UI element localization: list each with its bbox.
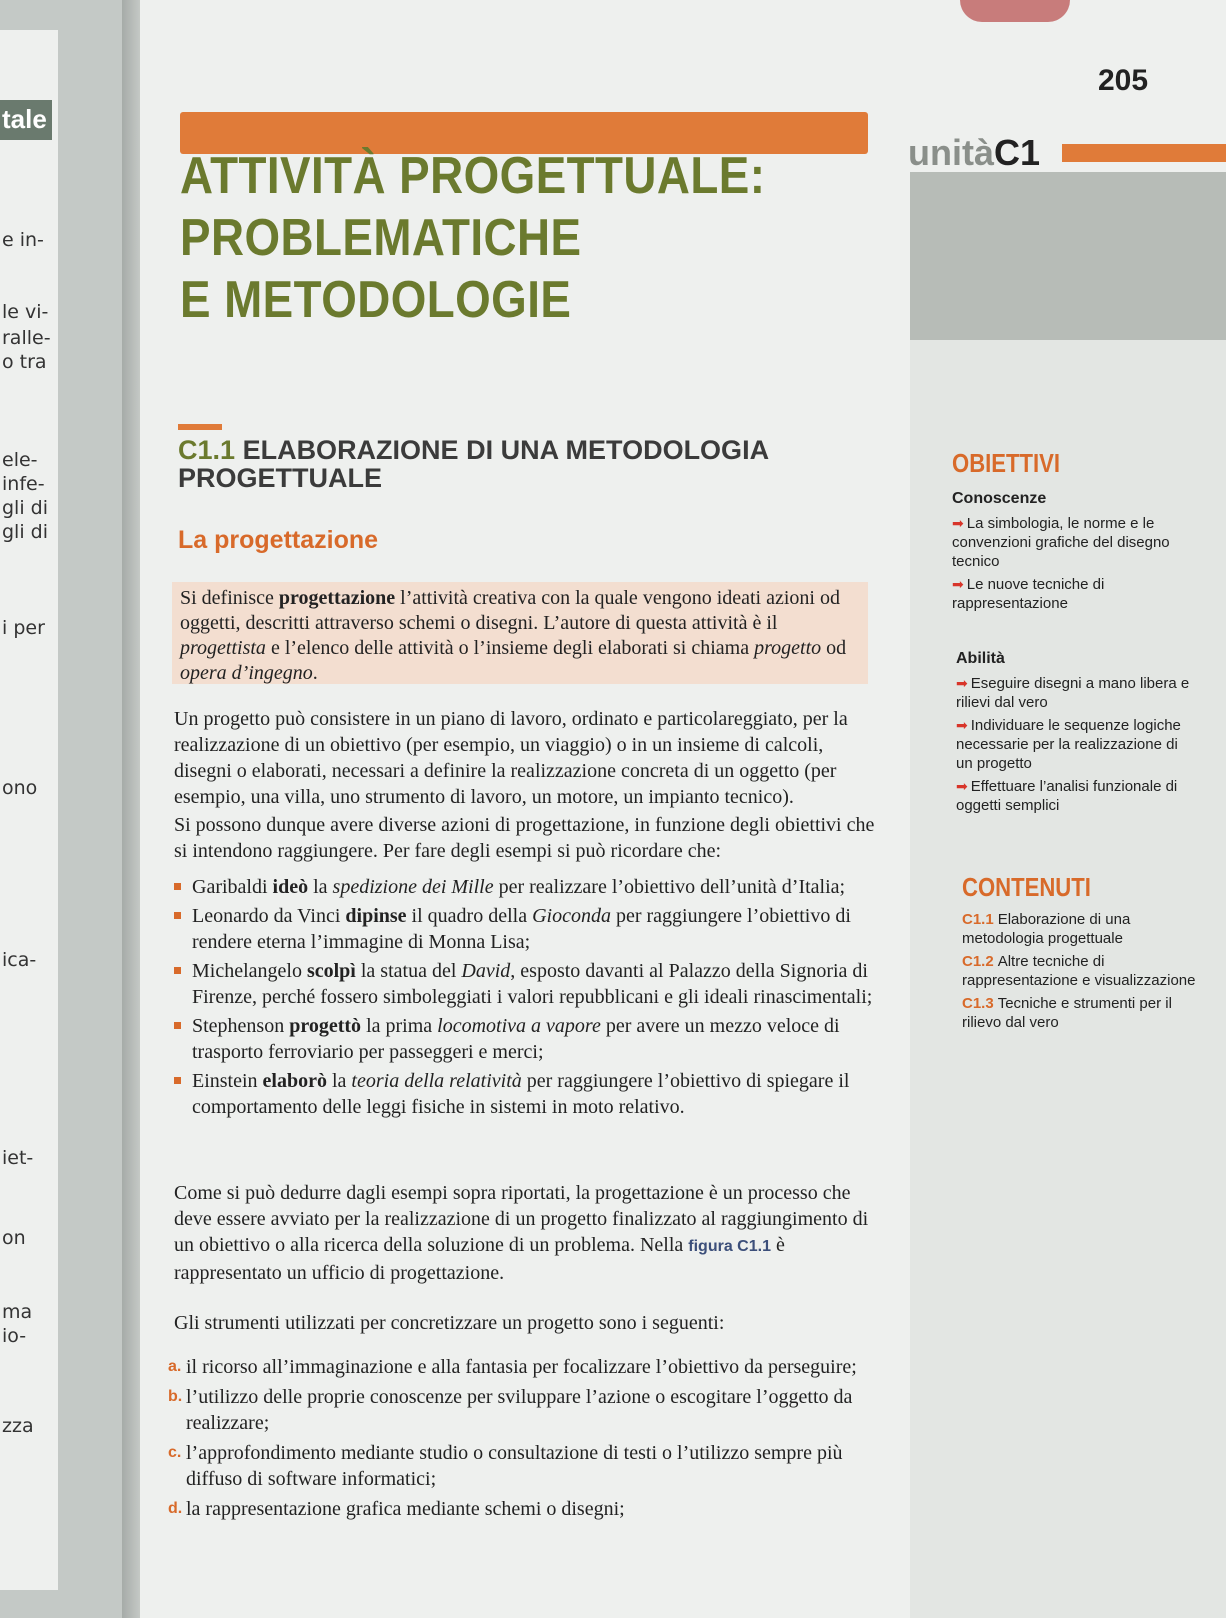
left-fragment: ralle- <box>2 327 51 349</box>
definition-text <box>180 586 866 686</box>
definition-fragment: od <box>821 637 847 659</box>
finger-shadow <box>960 0 1070 22</box>
list-item <box>956 716 1192 773</box>
text-run: Gioconda <box>532 905 611 927</box>
arrow-right-icon: ➡ <box>952 515 964 531</box>
list-item <box>168 1354 878 1380</box>
unit-label <box>908 132 1040 174</box>
left-fragment: o tra <box>2 351 47 373</box>
list-item-text: il ricorso all’immaginazione e alla fantasia per focalizzare l’obiettivo da perseguire; <box>186 1356 857 1378</box>
examples-list <box>174 874 884 1123</box>
text-run: è rappresentato un ufficio di progettazione. <box>174 1234 785 1284</box>
unit-accent-bar <box>1062 144 1226 162</box>
arrow-right-icon: ➡ <box>952 576 964 592</box>
bullet-square-icon <box>174 1022 181 1029</box>
definition-term: opera d’ingegno <box>180 662 313 684</box>
left-fragment: iet- <box>2 1147 34 1169</box>
list-item <box>168 1440 878 1492</box>
list-item-text: Effettuare l’analisi funzionale di oggetti semplici <box>956 778 1178 814</box>
section-accent-mark <box>178 424 222 430</box>
left-fragment: gli di <box>2 497 48 519</box>
unit-prefix: unità <box>908 132 994 173</box>
left-fragment: ica- <box>2 949 37 971</box>
section-heading <box>178 436 818 492</box>
list-item <box>952 575 1188 613</box>
text-run: per raggiungere l’obiettivo di spiegare il comportamento delle leggi fisiche in sistemi in moto relativo. <box>192 1070 850 1118</box>
list-item-text: l’approfondimento mediante studio o consultazione di testi o l’utilizzo sempre più diffuso di software informatici; <box>186 1442 843 1490</box>
left-fragment: le vi- <box>2 301 49 323</box>
text-run: Leonardo da Vinci <box>192 905 346 927</box>
bullet-square-icon <box>174 967 181 974</box>
list-item-text: La simbologia, le norme e le convenzioni grafiche del disegno tecnico <box>952 515 1170 570</box>
text-run: Garibaldi <box>192 876 273 898</box>
subheading: La progettazione <box>178 526 379 554</box>
text-run: ideò <box>272 876 309 898</box>
list-item-text: Individuare le sequenze logiche necessarie per la realizzazione di un progetto <box>956 717 1181 772</box>
left-fragment: ele- <box>2 449 38 471</box>
chapter-title-line: PROBLEMATICHE <box>180 209 582 267</box>
chapter-title <box>180 145 765 331</box>
text-run: scolpì <box>306 960 356 982</box>
text-run: Einstein <box>192 1070 263 1092</box>
tools-list <box>168 1354 878 1526</box>
text-run: la <box>326 1070 352 1092</box>
skills-heading: Abilità <box>956 650 1005 667</box>
bullet-square-icon <box>174 912 181 919</box>
contents-heading: CONTENUTI <box>962 872 1091 902</box>
text-run: per avere un mezzo veloce di trasporto ferroviario per passeggeri e merci; <box>192 1015 840 1063</box>
list-letter: b. <box>168 1388 183 1405</box>
text-run: Come si può dedurre dagli esempi sopra riportati, la progettazione è un processo che deve essere avviato per la realizzazione di un progetto finalizzato al raggiungimento di un obiettivo o alla ricerca della soluzione di un problema. Nella <box>174 1182 869 1256</box>
text-run: Michelangelo <box>192 960 307 982</box>
list-item <box>174 958 884 1010</box>
list-item <box>956 674 1192 712</box>
contents-list <box>962 910 1198 1036</box>
text-run: dipinse <box>345 905 407 927</box>
left-page-tab-label: tale <box>2 104 47 134</box>
text-run: elaborò <box>262 1070 327 1092</box>
left-fragment: io- <box>2 1325 27 1347</box>
body-paragraph: Un progetto può consistere in un piano di lavoro, ordinato e particolareggiato, per la realizzazione di un obiettivo (per esempio, un viaggio) o in un insieme di calcoli, disegni o elaborati, necessari a definire la realizzazione concreta di un oggetto (per esempio, una villa, uno strumento di lavoro, un motore, un impianto tecnico). <box>174 708 848 808</box>
list-item-text: Tecniche e strumenti per il rilievo dal vero <box>962 995 1172 1031</box>
list-item <box>168 1496 878 1522</box>
text-run: , esposto davanti al Palazzo della Signoria di Firenze, perché fossero simboleggiati i valori repubblicani e gli ideali rinascimentali; <box>192 960 873 1008</box>
unit-code: C1 <box>994 132 1041 173</box>
knowledge-heading: Conoscenze <box>952 490 1047 507</box>
skills-list <box>956 674 1192 819</box>
list-item <box>962 910 1198 948</box>
chapter-title-line: ATTIVITÀ PROGETTUALE: <box>180 147 766 205</box>
text-run: Stephenson <box>192 1015 290 1037</box>
arrow-right-icon: ➡ <box>956 675 968 691</box>
arrow-right-icon: ➡ <box>956 778 968 794</box>
content-number: C1.3 <box>962 995 994 1012</box>
text-run: spedizione dei Mille <box>332 876 494 898</box>
definition-fragment: e l’elenco delle attività o l’insieme degli elaborati si chiama <box>265 637 755 659</box>
left-fragment: ono <box>2 777 38 799</box>
list-item-text: Eseguire disegni a mano libera e rilievi dal vero <box>956 675 1190 711</box>
page-number: 205 <box>1098 64 1149 97</box>
list-item-text: l’utilizzo delle proprie conoscenze per sviluppare l’azione o escogitare l’oggetto da realizzare; <box>186 1386 853 1434</box>
chapter-title-line: E METODOLOGIE <box>180 271 572 329</box>
left-fragment: on <box>2 1227 26 1249</box>
left-fragment: i per <box>2 617 45 639</box>
list-item <box>174 874 884 900</box>
left-fragment: zza <box>2 1415 34 1437</box>
text-run: teoria della relatività <box>351 1070 522 1092</box>
left-page-tab <box>0 100 52 140</box>
list-item <box>174 1013 884 1065</box>
text-run: la statua del <box>355 960 462 982</box>
left-fragment: e in- <box>2 229 44 251</box>
section-title: ELABORAZIONE DI UNA METODOLOGIA PROGETTUALE <box>178 435 769 493</box>
body-paragraph: Si possono dunque avere diverse azioni di progettazione, in funzione degli obiettivi che si intendono raggiungere. Per fare degli esempi si può ricordare che: <box>174 814 875 862</box>
list-item <box>962 952 1198 990</box>
list-letter: d. <box>168 1500 183 1517</box>
left-fragment: ma <box>2 1301 33 1323</box>
text-run: la <box>308 876 333 898</box>
text-run: per raggiungere l’obiettivo di rendere eterna l’immagine di Monna Lisa; <box>192 905 851 953</box>
content-number: C1.2 <box>962 953 994 970</box>
text-run: il quadro della <box>406 905 533 927</box>
text-run: progettò <box>289 1015 362 1037</box>
list-item <box>956 777 1192 815</box>
list-item-text: Le nuove tecniche di rappresentazione <box>952 576 1105 612</box>
bullet-square-icon <box>174 1077 181 1084</box>
text-run: locomotiva a vapore <box>437 1015 601 1037</box>
figure-reference-link[interactable]: figura C1.1 <box>688 1238 771 1255</box>
left-fragment: gli di <box>2 521 48 543</box>
list-item <box>168 1384 878 1436</box>
text-run: la prima <box>361 1015 438 1037</box>
list-letter: c. <box>168 1444 182 1461</box>
list-letter: a. <box>168 1358 182 1375</box>
text-run: per realizzare l’obiettivo dell’unità d’Italia; <box>493 876 846 898</box>
definition-term: progettazione <box>278 587 396 609</box>
list-item-text: Altre tecniche di rappresentazione e visualizzazione <box>962 953 1196 989</box>
content-number: C1.1 <box>962 911 994 928</box>
list-item <box>174 903 884 955</box>
definition-fragment: Si definisce <box>180 587 279 609</box>
knowledge-list <box>952 514 1188 617</box>
body-paragraph: Gli strumenti utilizzati per concretizzare un progetto sono i seguenti: <box>174 1312 725 1334</box>
body-paragraph <box>174 1180 884 1286</box>
list-item <box>174 1068 884 1120</box>
objectives-heading: OBIETTIVI <box>952 448 1061 478</box>
definition-term: progettista <box>180 637 266 659</box>
left-page-text-area <box>0 30 58 1590</box>
bullet-square-icon <box>174 883 181 890</box>
definition-fragment: . <box>312 662 318 684</box>
list-item <box>952 514 1188 571</box>
list-item-text: la rappresentazione grafica mediante schemi o disegni; <box>186 1498 625 1520</box>
arrow-right-icon: ➡ <box>956 717 968 733</box>
list-item-text: Elaborazione di una metodologia progettuale <box>962 911 1131 947</box>
text-run: David <box>461 960 511 982</box>
sidebar-header-block <box>910 172 1226 340</box>
definition-term: progetto <box>754 637 822 659</box>
list-item <box>962 994 1198 1032</box>
left-fragment: infe- <box>2 473 45 495</box>
section-number: C1.1 <box>178 435 236 465</box>
definition-fragment: l’attività creativa con la quale vengono ideati azioni od oggetti, descritti attraverso schemi o disegni. L’autore di questa attività è il <box>180 587 840 634</box>
